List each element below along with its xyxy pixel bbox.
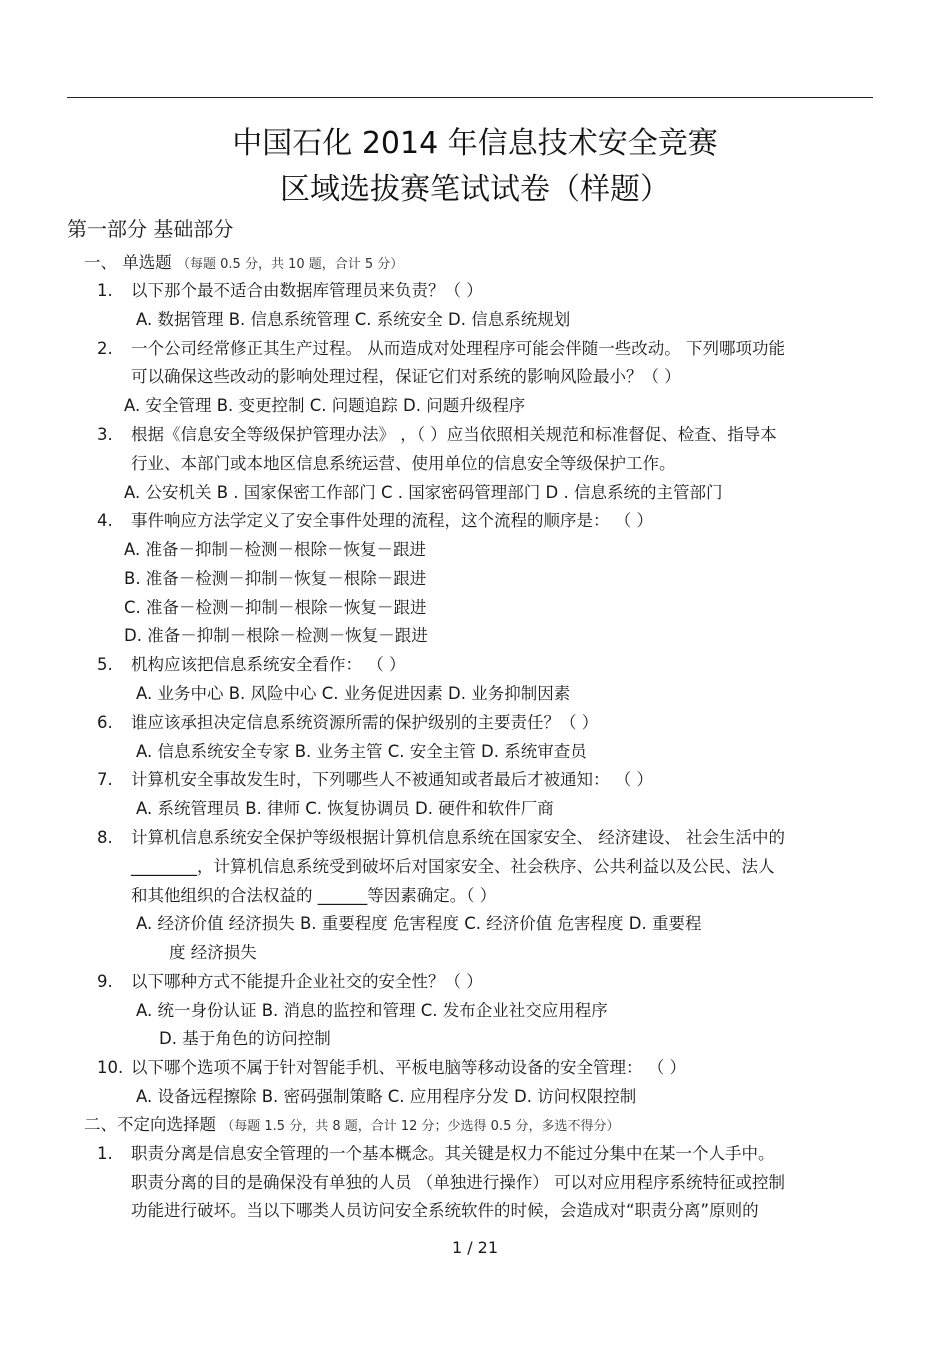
question-number: 1.	[97, 281, 113, 300]
section-heading: 第一部分 基础部分	[67, 217, 234, 241]
question-6	[97, 711, 598, 735]
part2-question-1	[97, 1142, 775, 1166]
question-1-options: A. 数据管理 B. 信息系统管理 C. 系统安全 D. 信息系统规划	[136, 310, 571, 329]
question-3-options: A. 公安机关 B . 国家保密工作部门 C . 国家密码管理部门 D . 信息系统的主管部门	[124, 483, 723, 502]
question-text: 机构应该把信息系统安全看作： （ ）	[131, 655, 406, 674]
question-text: 以下那个最不适合由数据库管理员来负责？（ ）	[131, 281, 483, 300]
page-number: 1 / 21	[451, 1238, 499, 1257]
question-text: 以下哪个选项不属于针对智能手机、平板电脑等移动设备的安全管理： （ ）	[131, 1058, 686, 1077]
part1-note: （每题 0.5 分，共 10 题，合计 5 分）	[177, 257, 404, 272]
question-text: 事件响应方法学定义了安全事件处理的流程，这个流程的顺序是： （ ）	[131, 511, 653, 530]
question-5-options: A. 业务中心 B. 风险中心 C. 业务促进因素 D. 业务抑制因素	[136, 684, 571, 703]
question-number: 2.	[97, 339, 113, 358]
question-number: 7.	[97, 770, 113, 789]
question-10-options: A. 设备远程擦除 B. 密码强制策略 C. 应用程序分发 D. 访问权限控制	[136, 1087, 637, 1106]
question-number: 8.	[97, 828, 113, 847]
question-9-options: A. 统一身份认证 B. 消息的监控和管理 C. 发布企业社交应用程序	[136, 1001, 608, 1020]
question-text: 以下哪种方式不能提升企业社交的安全性？（ ）	[131, 972, 483, 991]
question-8	[97, 826, 785, 850]
question-2	[97, 337, 785, 361]
question-text: 根据《信息安全等级保护管理办法》 ，（ ）应当依照相关规范和标准督促、检查、指导本	[131, 425, 777, 444]
question-8-options-cont: 度 经济损失	[169, 943, 257, 962]
question-1	[97, 279, 483, 303]
top-rule	[67, 97, 873, 98]
question-text: 谁应该承担决定信息系统资源所需的保护级别的主要责任？（ ）	[131, 713, 599, 732]
question-3	[97, 423, 777, 447]
part2-heading-row	[84, 1113, 619, 1139]
part1-heading: 一、 单选题	[84, 253, 172, 272]
question-4-option-b: B. 准备－检测－抑制－恢复－根除－跟进	[124, 569, 427, 588]
question-4-option-c: C. 准备－检测－抑制－根除－恢复－跟进	[124, 598, 427, 617]
part2-question-1-text-cont-2: 功能进行破坏。当以下哪类人员访问安全系统软件的时候，会造成对“职责分离”原则的	[131, 1201, 759, 1220]
question-text: 计算机信息系统安全保护等级根据计算机信息系统在国家安全、 经济建设、 社会生活中的	[131, 828, 785, 847]
question-10	[97, 1056, 686, 1080]
question-2-options: A. 安全管理 B. 变更控制 C. 问题追踪 D. 问题升级程序	[124, 396, 526, 415]
part2-question-1-text-cont: 职责分离的目的是确保没有单独的人员 （单独进行操作） 可以对应用程序系统特征或控制	[131, 1173, 785, 1192]
question-4-option-a: A. 准备－抑制－检测－根除－恢复－跟进	[124, 540, 426, 559]
question-8-text-cont-2: 和其他组织的合法权益的 ______等因素确定。（ ）	[131, 886, 497, 905]
part2-note: （每题 1.5 分，共 8 题，合计 12 分；少选得 0.5 分，多选不得分）	[221, 1119, 620, 1134]
part1-heading-row	[84, 251, 403, 277]
question-number: 1.	[97, 1144, 113, 1163]
question-number: 4.	[97, 511, 113, 530]
question-7-options: A. 系统管理员 B. 律师 C. 恢复协调员 D. 硬件和软件厂商	[136, 799, 554, 818]
question-9-options-cont: D. 基于角色的访问控制	[159, 1029, 331, 1048]
question-8-text-cont: ________，计算机信息系统受到破坏后对国家安全、社会秩序、公共利益以及公民、法人	[131, 857, 775, 876]
doc-title-line2: 区域选拔赛笔试试卷（样题）	[280, 172, 670, 207]
question-2-text-cont: 可以确保这些改动的影响处理过程，保证它们对系统的影响风险最小？（ ）	[131, 367, 681, 386]
question-text: 职责分离是信息安全管理的一个基本概念。其关键是权力不能过分集中在某一个人手中。	[131, 1144, 775, 1163]
question-text: 一个公司经常修正其生产过程。 从而造成对处理程序可能会伴随一些改动。 下列哪项功能	[131, 339, 785, 358]
doc-title-line1: 中国石化 2014 年信息技术安全竞赛	[232, 126, 718, 161]
question-3-text-cont: 行业、本部门或本地区信息系统运营、使用单位的信息安全等级保护工作。	[131, 454, 676, 473]
question-9	[97, 970, 483, 994]
question-number: 6.	[97, 713, 113, 732]
question-8-options: A. 经济价值 经济损失 B. 重要程度 危害程度 C. 经济价值 危害程度 D. 重要程	[136, 914, 702, 933]
question-4	[97, 509, 653, 533]
question-number: 10.	[97, 1058, 124, 1077]
question-7	[97, 768, 653, 792]
question-4-option-d: D. 准备－抑制－根除－检测－恢复－跟进	[124, 626, 428, 645]
question-number: 3.	[97, 425, 113, 444]
question-number: 9.	[97, 972, 113, 991]
question-6-options: A. 信息系统安全专家 B. 业务主管 C. 安全主管 D. 系统审查员	[136, 742, 587, 761]
question-number: 5.	[97, 655, 113, 674]
question-5	[97, 653, 406, 677]
part2-heading: 二、不定向选择题	[84, 1115, 216, 1134]
question-text: 计算机安全事故发生时，下列哪些人不被通知或者最后才被通知： （ ）	[131, 770, 653, 789]
